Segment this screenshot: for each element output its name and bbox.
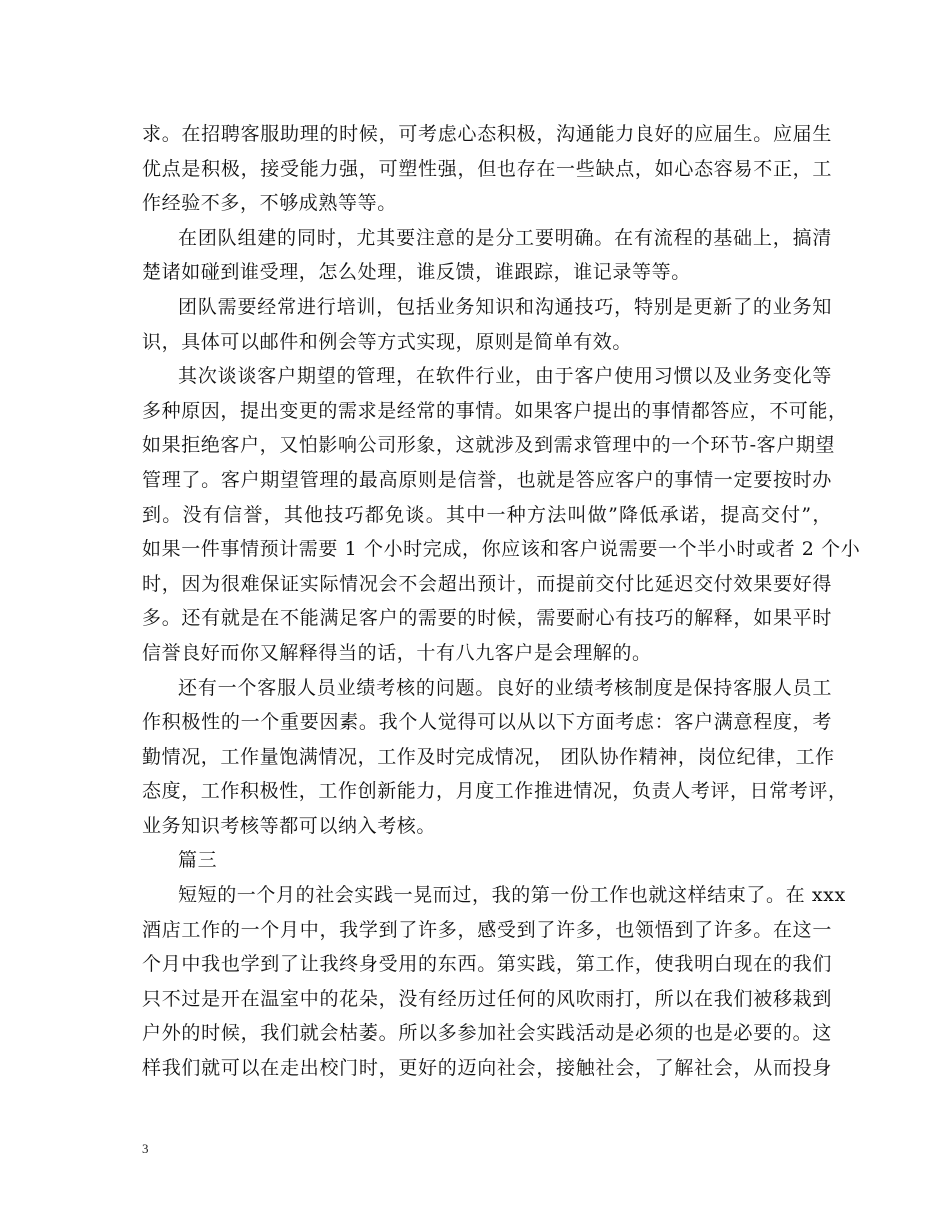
text-line: 如果一件事情预计需要 1 个小时完成，你应该和客户说需要一个半小时或者 2 个小 <box>142 538 861 561</box>
text-line: 短短的一个月的社会实践一晃而过，我的第一份工作也就这样结束了。在 xxx <box>178 884 846 907</box>
text-line: 时，因为很难保证实际情况会不会超出预计，而提前交付比延迟交付效果要好得 <box>142 572 832 595</box>
text-line: 多种原因，提出变更的需求是经常的事情。如果客户提出的事情都答应，不可能， <box>142 399 848 422</box>
text-line: 样我们就可以在走出校门时，更好的迈向社会，接触社会，了解社会，从而投身 <box>142 1057 832 1080</box>
text-line: 管理了。客户期望管理的最高原则是信誉，也就是答应客户的事情一定要按时办 <box>142 468 832 491</box>
text-line: 识，具体可以邮件和例会等方式实现，原则是简单有效。 <box>142 330 633 353</box>
text-line: 楚诸如碰到谁受理，怎么处理，谁反馈，谁跟踪，谁记录等等。 <box>142 261 691 284</box>
text-line: 其次谈谈客户期望的管理，在软件行业，由于客户使用习惯以及业务变化等 <box>178 365 832 388</box>
text-line: 酒店工作的一个月中，我学到了许多，感受到了许多，也领悟到了许多。在这一 <box>142 918 832 941</box>
page-number: 3 <box>142 1141 149 1156</box>
text-line: 还有一个客服人员业绩考核的问题。良好的业绩考核制度是保持客服人员工 <box>178 676 832 699</box>
text-line: 团队需要经常进行培训，包括业务知识和沟通技巧，特别是更新了的业务知 <box>178 295 832 318</box>
text-line: 到。没有信誉，其他技巧都免谈。其中一种方法叫做”降低承诺，提高交付”， <box>142 503 832 526</box>
section-heading: 篇三 <box>178 849 218 872</box>
text-line: 勤情况，工作量饱满情况，工作及时完成情况， 团队协作精神，岗位纪律，工作 <box>142 745 835 768</box>
text-line: 作经验不多，不够成熟等等。 <box>142 192 397 215</box>
text-line: 个月中我也学到了让我终身受用的东西。第实践，第工作，使我明白现在的我们 <box>142 953 832 976</box>
text-line: 户外的时候，我们就会枯萎。所以多参加社会实践活动是必须的也是必要的。这 <box>142 1022 832 1045</box>
text-line: 业务知识考核等都可以纳入考核。 <box>142 814 437 837</box>
text-line: 信誉良好而你又解释得当的话，十有八九客户是会理解的。 <box>142 641 652 664</box>
document-body <box>142 117 861 1086</box>
text-line: 作积极性的一个重要因素。我个人觉得可以从以下方面考虑：客户满意程度，考 <box>142 711 832 734</box>
text-line: 态度，工作积极性，工作创新能力，月度工作推进情况，负责人考评，日常考评， <box>142 780 848 803</box>
text-line: 在团队组建的同时，尤其要注意的是分工要明确。在有流程的基础上，搞清 <box>178 226 832 249</box>
text-line: 如果拒绝客户，又怕影响公司形象，这就涉及到需求管理中的一个环节-客户期望 <box>142 434 836 457</box>
text-line: 多。还有就是在不能满足客户的需要的时候，需要耐心有技巧的解释，如果平时 <box>142 607 832 630</box>
text-line: 求。在招聘客服助理的时候，可考虑心态积极，沟通能力良好的应届生。应届生 <box>142 123 832 145</box>
text-line: 优点是积极，接受能力强，可塑性强，但也存在一些缺点，如心态容易不正，工 <box>142 157 832 180</box>
text-line: 只不过是开在温室中的花朵，没有经历过任何的风吹雨打，所以在我们被移栽到 <box>142 987 832 1010</box>
